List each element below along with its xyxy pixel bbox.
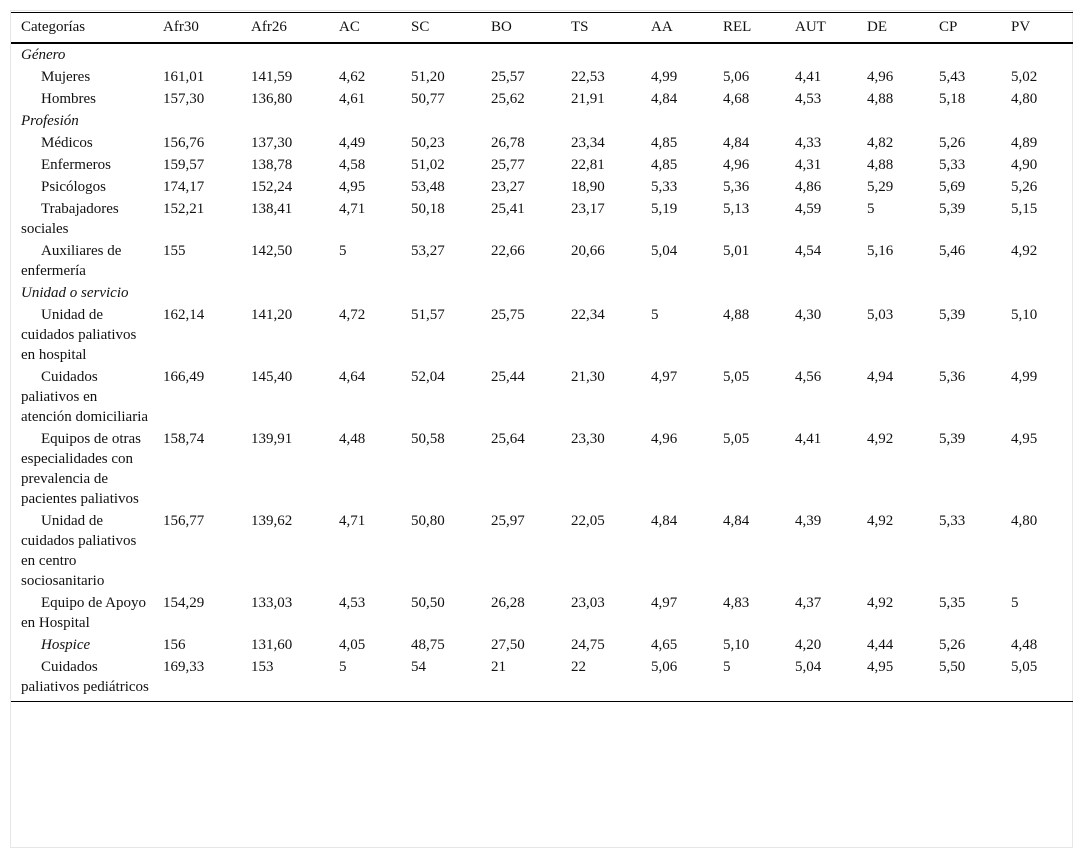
table-cell: 4,86 (795, 179, 822, 195)
table-cell: 4,96 (651, 431, 678, 447)
column-header: Categorías (21, 19, 86, 35)
column-header: SC (411, 19, 430, 35)
table-cell: 4,31 (795, 157, 822, 173)
table-cell: 51,02 (411, 157, 445, 173)
table-cell: 139,62 (251, 513, 293, 529)
table-cell: 21,91 (571, 91, 605, 107)
row-label (11, 154, 153, 176)
row-label (11, 592, 153, 634)
table-cell: 5,39 (939, 431, 966, 447)
table-cell: 23,03 (571, 595, 605, 611)
table-cell: 5,29 (867, 179, 894, 195)
table-cell: 169,33 (163, 659, 205, 675)
table-cell: 4,92 (867, 513, 894, 529)
row-label (11, 366, 153, 428)
table-cell: 152,24 (251, 179, 293, 195)
table-cell: 25,57 (491, 69, 525, 85)
table-cell: 26,28 (491, 595, 525, 611)
table-cell: 5,05 (723, 369, 750, 385)
table-cell: 156 (163, 637, 186, 653)
table-cell: 50,23 (411, 135, 445, 151)
table-cell: 4,62 (339, 69, 366, 85)
row-label-text: Unidad de cuidados paliativos en centro sociosanitario (21, 513, 137, 589)
table-body (11, 43, 1073, 702)
table-cell: 25,97 (491, 513, 525, 529)
table-row (11, 592, 1073, 634)
table-cell: 5,05 (723, 431, 750, 447)
table-cell: 50,80 (411, 513, 445, 529)
table-cell: 153 (251, 659, 274, 675)
table-cell: 4,94 (867, 369, 894, 385)
table-cell: 5,06 (723, 69, 750, 85)
table-cell: 22,53 (571, 69, 605, 85)
row-label (11, 634, 153, 656)
table-cell: 53,48 (411, 179, 445, 195)
table-row (11, 132, 1073, 154)
table-cell: 50,77 (411, 91, 445, 107)
table-cell: 27,50 (491, 637, 525, 653)
table-cell: 4,56 (795, 369, 822, 385)
table-cell: 5,33 (939, 513, 966, 529)
table-cell: 22,66 (491, 243, 525, 259)
table-cell: 4,82 (867, 135, 894, 151)
table-cell: 4,80 (1011, 91, 1038, 107)
table-cell: 174,17 (163, 179, 205, 195)
table-cell: 50,18 (411, 201, 445, 217)
table-row (11, 198, 1073, 240)
table-row (11, 304, 1073, 366)
table-cell: 5,39 (939, 307, 966, 323)
table-cell: 25,77 (491, 157, 525, 173)
table-cell: 52,04 (411, 369, 445, 385)
table-cell: 22,34 (571, 307, 605, 323)
table-cell: 4,44 (867, 637, 894, 653)
table-cell: 5,33 (939, 157, 966, 173)
table-cell: 24,75 (571, 637, 605, 653)
section-title: Unidad o servicio (21, 285, 129, 301)
table-cell: 25,44 (491, 369, 525, 385)
column-header: Afr26 (251, 19, 287, 35)
table-cell: 4,71 (339, 513, 366, 529)
table-cell: 23,27 (491, 179, 525, 195)
results-table (11, 12, 1073, 702)
table-cell: 4,54 (795, 243, 822, 259)
table-cell: 141,59 (251, 69, 293, 85)
table-cell: 4,88 (723, 307, 750, 323)
table-cell: 5,03 (867, 307, 894, 323)
table-cell: 5,50 (939, 659, 966, 675)
table-row (11, 240, 1073, 282)
row-label (11, 510, 153, 592)
table-cell: 4,20 (795, 637, 822, 653)
table-cell: 4,41 (795, 69, 822, 85)
table-cell: 4,65 (651, 637, 678, 653)
table-cell: 5,26 (1011, 179, 1038, 195)
table-row (11, 66, 1073, 88)
table-cell: 53,27 (411, 243, 445, 259)
row-label-text: Psicólogos (41, 179, 107, 195)
table-cell: 4,88 (867, 91, 894, 107)
table-cell: 5,39 (939, 201, 966, 217)
table-cell: 4,64 (339, 369, 366, 385)
table-cell: 4,85 (651, 135, 678, 151)
table-cell: 4,99 (1011, 369, 1038, 385)
table-cell: 23,34 (571, 135, 605, 151)
table-cell: 4,99 (651, 69, 678, 85)
table-cell: 158,74 (163, 431, 205, 447)
section-title: Profesión (21, 113, 79, 129)
table-cell: 141,20 (251, 307, 293, 323)
table-cell: 131,60 (251, 637, 293, 653)
table-cell: 4,83 (723, 595, 750, 611)
table-cell: 25,62 (491, 91, 525, 107)
table-cell: 4,39 (795, 513, 822, 529)
table-cell: 4,41 (795, 431, 822, 447)
table-cell: 4,37 (795, 595, 822, 611)
table-cell: 161,01 (163, 69, 205, 85)
table-cell: 5,33 (651, 179, 678, 195)
row-label-text: Hospice (41, 637, 91, 653)
table-cell: 4,92 (867, 431, 894, 447)
table-cell: 5 (723, 659, 731, 675)
column-header: AC (339, 19, 360, 35)
table-cell: 4,72 (339, 307, 366, 323)
row-label (11, 66, 153, 88)
row-label-text: Cuidados paliativos pediátricos (21, 659, 149, 695)
table-cell: 4,90 (1011, 157, 1038, 173)
table-cell: 5,26 (939, 135, 966, 151)
table-cell: 156,77 (163, 513, 205, 529)
table-row (11, 366, 1073, 428)
table-row (11, 510, 1073, 592)
table-cell: 21,30 (571, 369, 605, 385)
table-cell: 22,05 (571, 513, 605, 529)
table-cell: 5,06 (651, 659, 678, 675)
table-cell: 162,14 (163, 307, 205, 323)
table-cell: 156,76 (163, 135, 205, 151)
table-row (11, 428, 1073, 510)
table-cell: 4,48 (339, 431, 366, 447)
table-cell: 4,89 (1011, 135, 1038, 151)
column-header: CP (939, 19, 958, 35)
table-cell: 5 (651, 307, 659, 323)
table-cell: 25,41 (491, 201, 525, 217)
row-label (11, 656, 153, 702)
table-cell: 5 (867, 201, 875, 217)
table-cell: 166,49 (163, 369, 205, 385)
table-cell: 4,33 (795, 135, 822, 151)
section-title: Género (21, 47, 66, 63)
table-cell: 22 (571, 659, 586, 675)
table-cell: 5 (339, 243, 347, 259)
row-label-text: Hombres (41, 91, 96, 107)
section-row (11, 43, 1073, 66)
table-cell: 50,50 (411, 595, 445, 611)
table-cell: 4,71 (339, 201, 366, 217)
table-cell: 21 (491, 659, 506, 675)
section-row (11, 110, 1073, 132)
table-cell: 5,04 (651, 243, 678, 259)
table-cell: 5,10 (723, 637, 750, 653)
table-cell: 133,03 (251, 595, 293, 611)
table-cell: 4,05 (339, 637, 366, 653)
table-cell: 4,84 (723, 135, 750, 151)
table-cell: 4,84 (651, 91, 678, 107)
table-cell: 5,19 (651, 201, 678, 217)
table-cell: 20,66 (571, 243, 605, 259)
column-header: REL (723, 19, 752, 35)
table-cell: 4,53 (339, 595, 366, 611)
table-cell: 4,95 (867, 659, 894, 675)
table-header-row (11, 13, 1073, 44)
table-cell: 4,96 (723, 157, 750, 173)
table-cell: 25,75 (491, 307, 525, 323)
table-cell: 5,01 (723, 243, 750, 259)
table-cell: 5,43 (939, 69, 966, 85)
table-cell: 4,30 (795, 307, 822, 323)
table-cell: 5,36 (939, 369, 966, 385)
table-cell: 5,46 (939, 243, 966, 259)
table-cell: 138,41 (251, 201, 293, 217)
table-row (11, 88, 1073, 110)
table-cell: 26,78 (491, 135, 525, 151)
table-cell: 4,59 (795, 201, 822, 217)
table-cell: 5,16 (867, 243, 894, 259)
table-cell: 4,96 (867, 69, 894, 85)
table-cell: 4,84 (723, 513, 750, 529)
table-cell: 23,17 (571, 201, 605, 217)
table-cell: 4,97 (651, 369, 678, 385)
row-label-text: Mujeres (41, 69, 91, 85)
table-cell: 137,30 (251, 135, 293, 151)
table-cell: 51,20 (411, 69, 445, 85)
table-cell: 138,78 (251, 157, 293, 173)
table-cell: 4,92 (867, 595, 894, 611)
table-cell: 4,84 (651, 513, 678, 529)
table-cell: 4,92 (1011, 243, 1038, 259)
table-cell: 51,57 (411, 307, 445, 323)
row-label-text: Equipo de Apoyo en Hospital (21, 595, 146, 631)
table-cell: 4,95 (1011, 431, 1038, 447)
table-row (11, 634, 1073, 656)
table-cell: 18,90 (571, 179, 605, 195)
table-cell: 139,91 (251, 431, 293, 447)
row-label-text: Enfermeros (41, 157, 111, 173)
row-label-text: Cuidados paliativos en atención domiciliaria (21, 369, 149, 425)
table-cell: 48,75 (411, 637, 445, 653)
table-cell: 5,02 (1011, 69, 1038, 85)
table-cell: 4,68 (723, 91, 750, 107)
table-row (11, 154, 1073, 176)
row-label (11, 428, 153, 510)
table-cell: 5 (1011, 595, 1019, 611)
table-cell: 4,53 (795, 91, 822, 107)
table-cell: 4,80 (1011, 513, 1038, 529)
column-header: TS (571, 19, 589, 35)
table-cell: 5,15 (1011, 201, 1038, 217)
row-label (11, 304, 153, 366)
table-cell: 136,80 (251, 91, 293, 107)
table-cell: 5,13 (723, 201, 750, 217)
table-cell: 5,69 (939, 179, 966, 195)
table-cell: 5,26 (939, 637, 966, 653)
table-cell: 4,97 (651, 595, 678, 611)
column-header: Afr30 (163, 19, 199, 35)
row-label (11, 176, 153, 198)
table-cell: 4,88 (867, 157, 894, 173)
row-label (11, 240, 153, 282)
row-label (11, 132, 153, 154)
table-cell: 155 (163, 243, 186, 259)
row-label-text: Trabajadores sociales (21, 201, 119, 237)
table-cell: 159,57 (163, 157, 205, 173)
table-row (11, 176, 1073, 198)
table-cell: 5,05 (1011, 659, 1038, 675)
column-header: AUT (795, 19, 826, 35)
table-cell: 145,40 (251, 369, 293, 385)
table-cell: 5,35 (939, 595, 966, 611)
column-header: BO (491, 19, 512, 35)
table-cell: 54 (411, 659, 426, 675)
table-row (11, 656, 1073, 702)
column-header: DE (867, 19, 887, 35)
table-cell: 142,50 (251, 243, 293, 259)
table-cell: 5,10 (1011, 307, 1038, 323)
table-cell: 4,85 (651, 157, 678, 173)
row-label (11, 88, 153, 110)
table-cell: 25,64 (491, 431, 525, 447)
table-cell: 4,95 (339, 179, 366, 195)
table-cell: 50,58 (411, 431, 445, 447)
table-cell: 157,30 (163, 91, 205, 107)
table-cell: 23,30 (571, 431, 605, 447)
table-cell: 154,29 (163, 595, 205, 611)
table-cell: 4,61 (339, 91, 366, 107)
row-label (11, 198, 153, 240)
table-cell: 4,48 (1011, 637, 1038, 653)
table-cell: 22,81 (571, 157, 605, 173)
table-cell: 5,18 (939, 91, 966, 107)
table-cell: 5,36 (723, 179, 750, 195)
table-cell: 5,04 (795, 659, 822, 675)
table-cell: 5 (339, 659, 347, 675)
row-label-text: Equipos de otras especialidades con prevalencia de pacientes paliativos (21, 431, 141, 507)
table-cell: 152,21 (163, 201, 205, 217)
row-label-text: Unidad de cuidados paliativos en hospital (21, 307, 137, 363)
column-header: AA (651, 19, 673, 35)
row-label-text: Médicos (41, 135, 93, 151)
table-cell: 4,49 (339, 135, 366, 151)
table-cell: 4,58 (339, 157, 366, 173)
column-header: PV (1011, 19, 1031, 35)
section-row (11, 282, 1073, 304)
row-label-text: Auxiliares de enfermería (21, 243, 122, 279)
